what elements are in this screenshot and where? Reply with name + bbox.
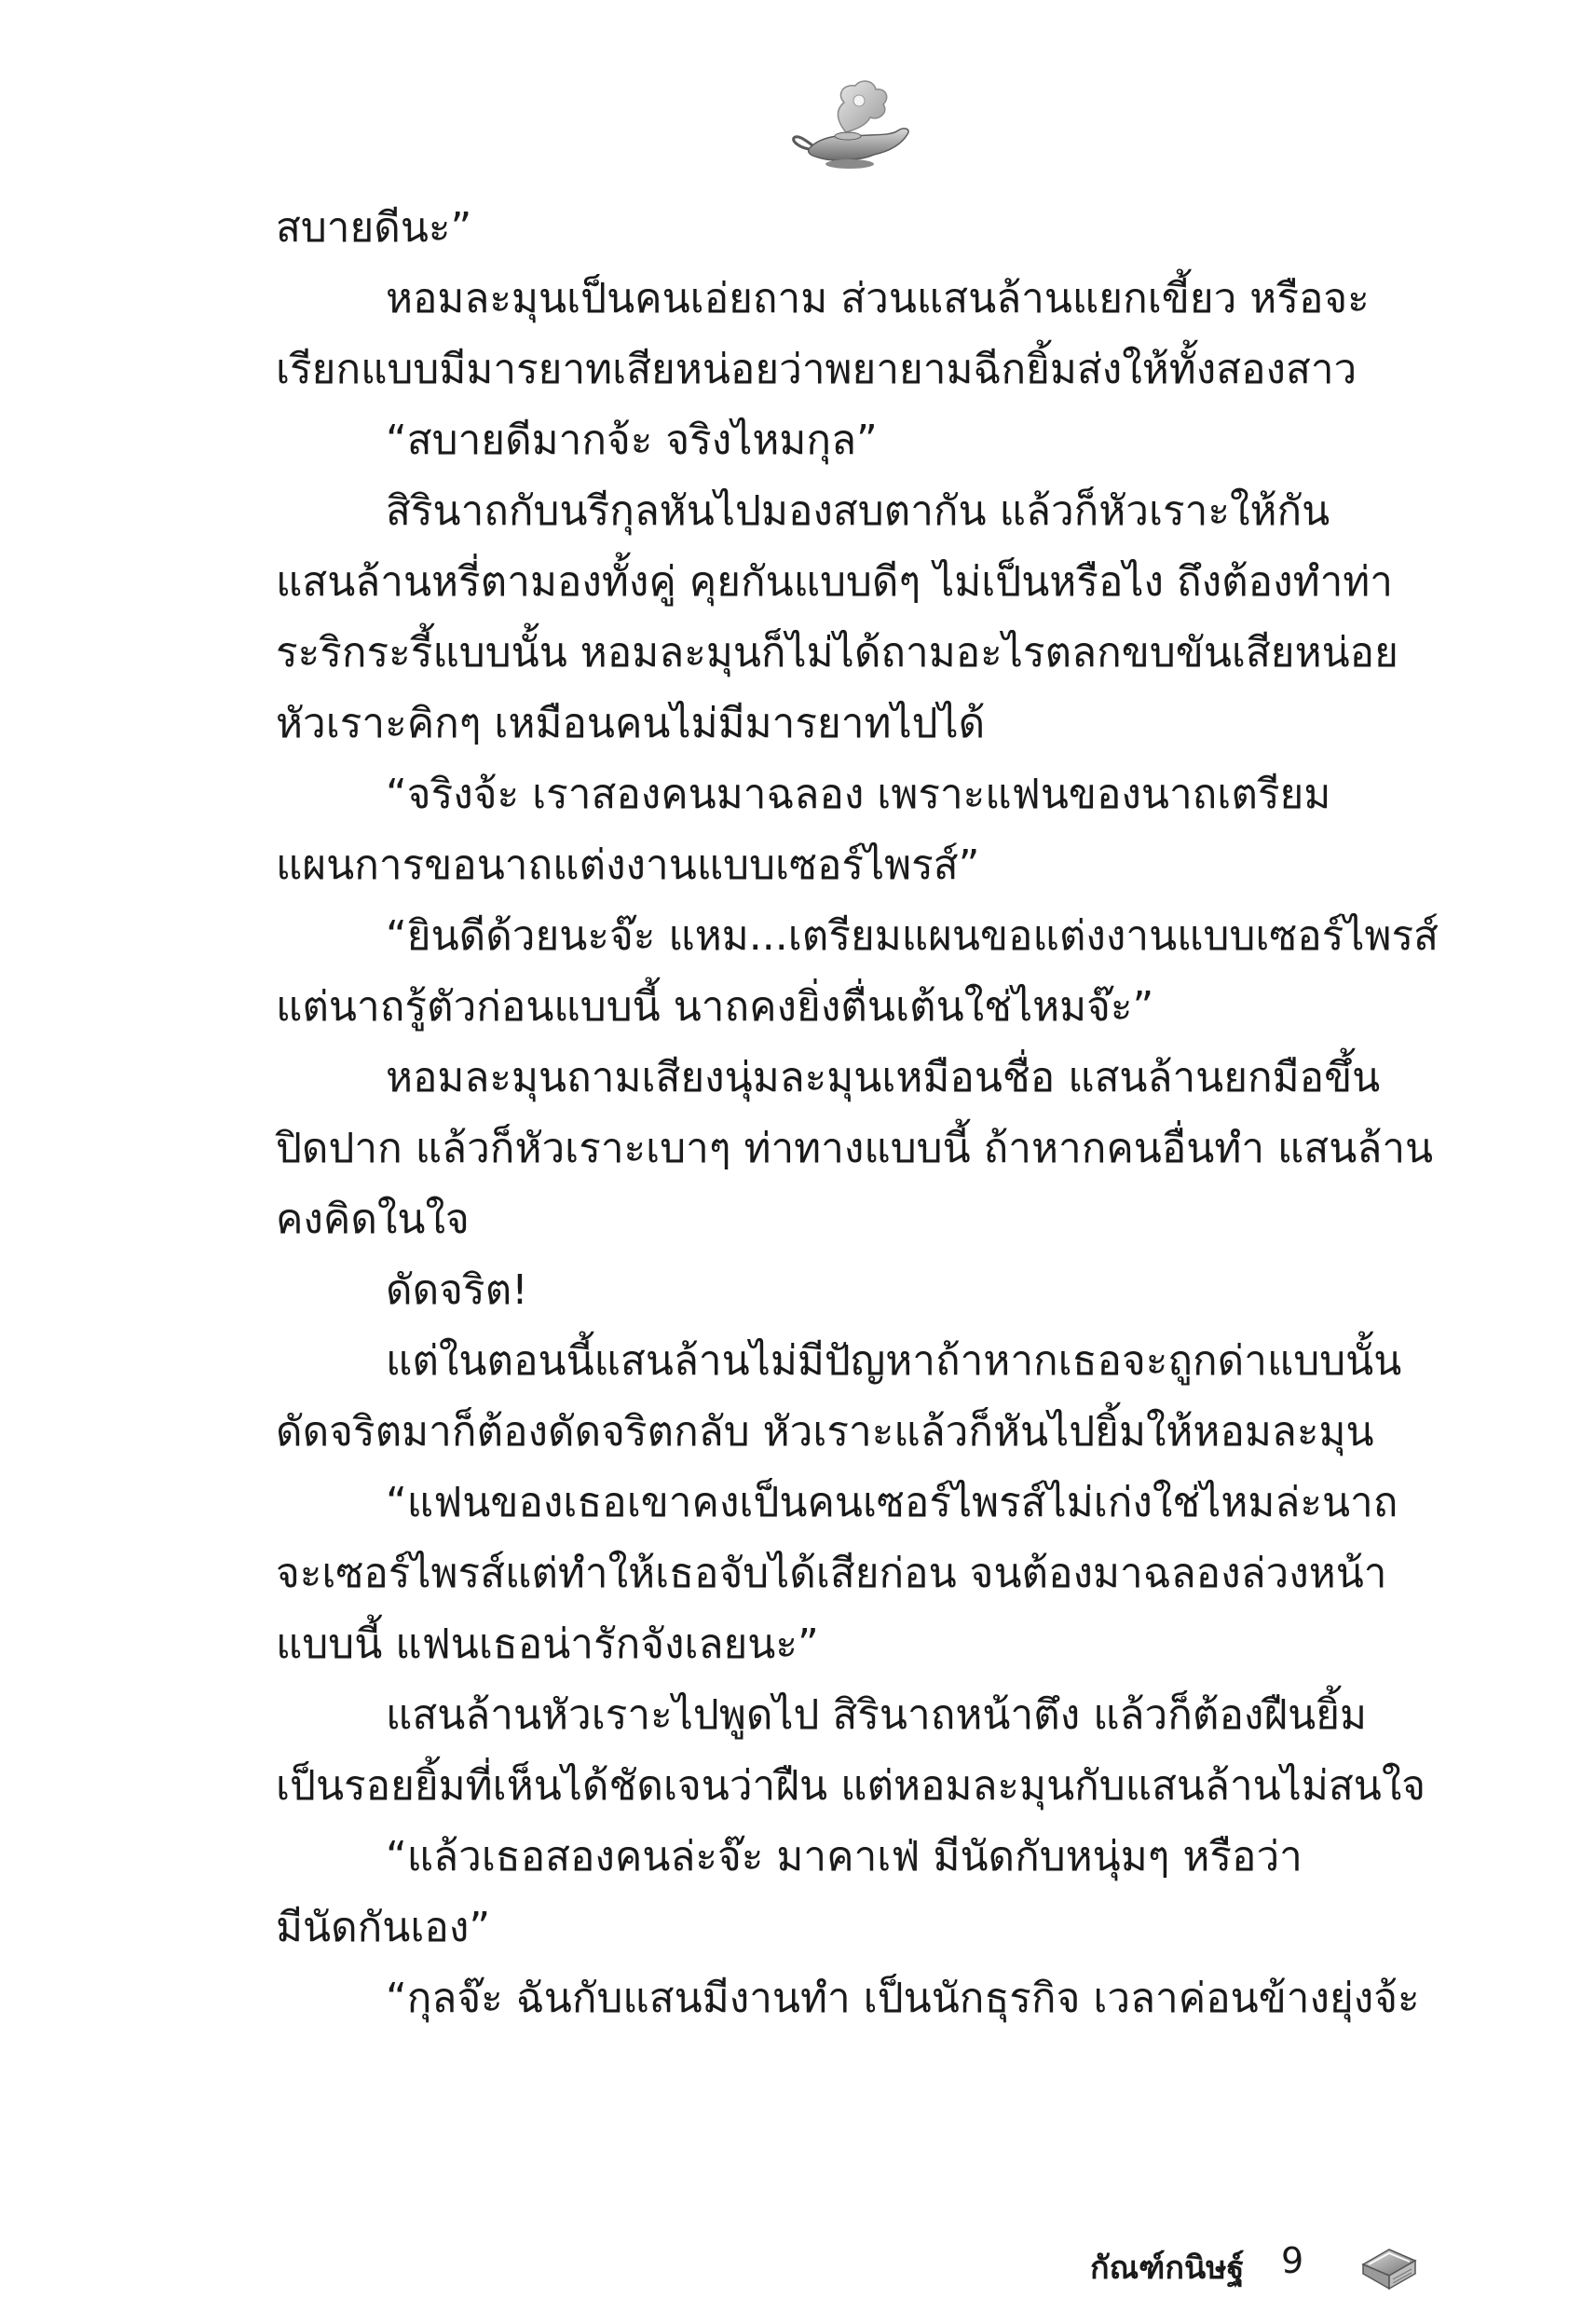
text-line: ดัดจริต! [386,1266,528,1314]
page-footer [1053,2236,1444,2292]
text-line: แบบนี้ แฟนเธอน่ารักจังเลยนะ” [276,1620,819,1668]
text-line: ปิดปาก แล้วก็หัวเราะเบาๆ ท่าทางแบบนี้ ถ้าหากคนอื่นทำ แสนล้าน [276,1125,1434,1172]
book-title: กัณฑ์กนิษฐ์ [1090,2249,1245,2287]
text-line: ระริกระรี้แบบนั้น หอมละมุนก็ไม่ได้ถามอะไรตลกขบขันเสียหน่อย [276,629,1398,677]
book-stack-icon [1356,2236,1421,2292]
text-line: “กุลจ๊ะ ฉันกับแสนมีงานทำ เป็นนักธุรกิจ เวลาค่อนข้างยุ่งจ้ะ [386,1975,1420,2022]
text-line: “สบายดีมากจ้ะ จริงไหมกุล” [386,417,878,464]
text-line: สิรินาถกับนรีกุลหันไปมองสบตากัน แล้วก็หัวเราะให้กัน [386,487,1330,535]
text-line: เรียกแบบมีมารยาทเสียหน่อยว่าพยายามฉีกยิ้มส่งให้ทั้งสองสาว [276,346,1357,393]
text-line: คงคิดในใจ [276,1196,470,1243]
text-line: แสนล้านหรี่ตามองทั้งคู่ คุยกันแบบดีๆ ไม่เป็นหรือไง ถึงต้องทำท่า [276,558,1393,606]
magic-lamp-icon [781,75,921,177]
page-number: 9 [1281,2240,1304,2281]
text-line: แผนการขอนาถแต่งงานแบบเซอร์ไพรส์” [276,841,980,889]
text-line: จะเซอร์ไพรส์แต่ทำให้เธอจับได้เสียก่อน จนต้องมาฉลองล่วงหน้า [276,1550,1387,1597]
text-line: “ยินดีด้วยนะจ๊ะ แหม...เตรียมแผนขอแต่งงานแบบเซอร์ไพรส์ [386,912,1439,960]
text-line: เป็นรอยยิ้มที่เห็นได้ชัดเจนว่าฝืน แต่หอมละมุนกับแสนล้านไม่สนใจ [276,1762,1426,1810]
text-line: แต่นาถรู้ตัวก่อนแบบนี้ นาถคงยิ่งตื่นเต้นใช่ไหมจ๊ะ” [276,983,1154,1031]
text-line: “จริงจ้ะ เราสองคนมาฉลอง เพราะแฟนของนาถเตรียม [386,771,1331,818]
text-line: หอมละมุนเป็นคนเอ่ยถาม ส่วนแสนล้านแยกเขี้ยว หรือจะ [386,275,1370,322]
text-line: “แล้วเธอสองคนล่ะจ๊ะ มาคาเฟ่ มีนัดกับหนุ่มๆ หรือว่า [386,1833,1303,1880]
text-line: หอมละมุนถามเสียงนุ่มละมุนเหมือนชื่อ แสนล้านยกมือขึ้น [386,1054,1381,1101]
text-line: แสนล้านหัวเราะไปพูดไป สิรินาถหน้าตึง แล้วก็ต้องฝืนยิ้ม [386,1691,1367,1739]
text-line: หัวเราะคิกๆ เหมือนคนไม่มีมารยาทไปได้ [276,700,986,747]
text-line: “แฟนของเธอเขาคงเป็นคนเซอร์ไพรส์ไม่เก่งใช่ไหมล่ะนาถ [386,1479,1398,1526]
text-line: มีนัดกันเอง” [276,1904,491,1951]
text-line: แต่ในตอนนี้แสนล้านไม่มีปัญหาถ้าหากเธอจะถูกด่าแบบนั้น [386,1337,1402,1385]
text-line: สบายดีนะ” [276,204,472,252]
text-line: ดัดจริตมาก็ต้องดัดจริตกลับ หัวเราะแล้วก็หันไปยิ้มให้หอมละมุน [276,1408,1374,1456]
